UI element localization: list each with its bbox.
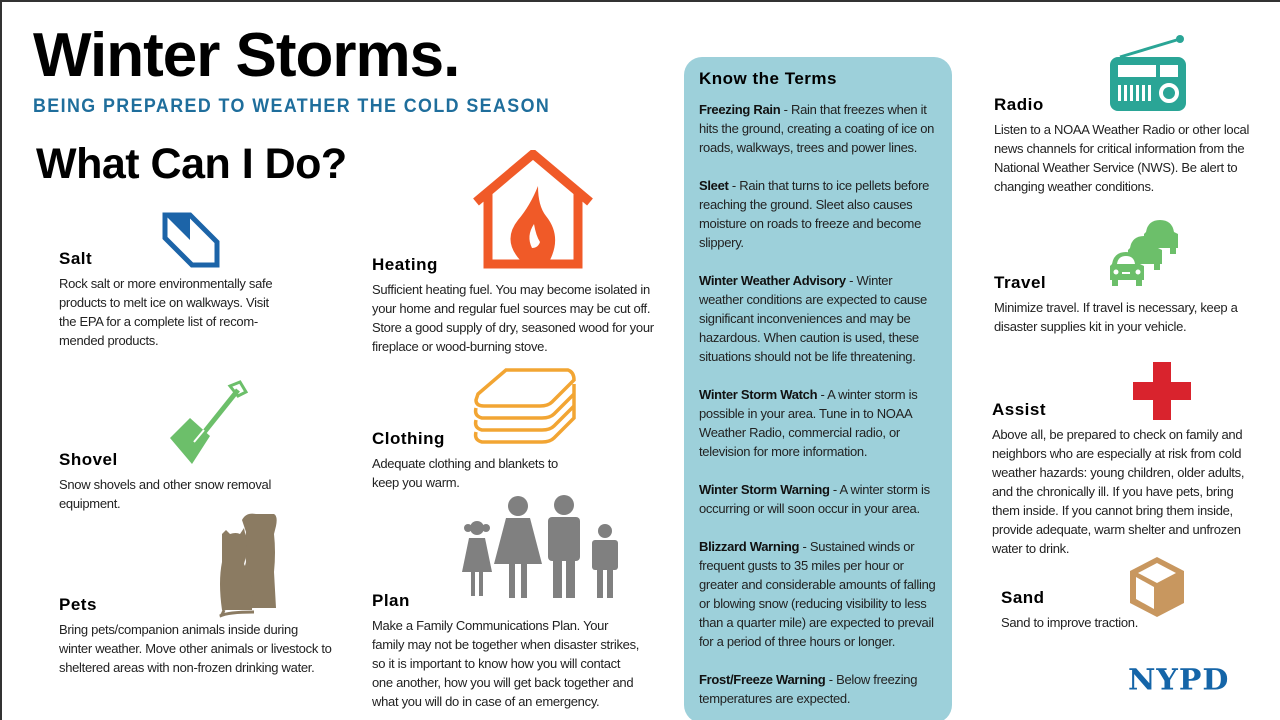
heating-section [372, 255, 657, 356]
radio-section [994, 95, 1274, 196]
salt-section [59, 249, 289, 350]
pets-title: Pets [59, 595, 97, 614]
term-label: Frost/Freeze Warning [699, 672, 826, 687]
shovel-title: Shovel [59, 450, 118, 469]
terms-title: Know the Terms [699, 69, 837, 88]
term-label: Winter Storm Watch [699, 387, 818, 402]
term-definition: - A winter storm is occurring or will soon occur in your area. [699, 482, 930, 516]
sand-section [1001, 588, 1201, 632]
term-label: Blizzard Warning [699, 539, 800, 554]
pets-text: Bring pets/companion animals inside during winter weather. Move other animals or livestock to sheltered areas with non-frozen drinking water. [59, 622, 332, 675]
plan-section [372, 591, 662, 711]
page-subtitle: BEING PREPARED TO WEATHER THE COLD SEASON [33, 96, 551, 117]
sand-text: Sand to improve traction. [1001, 615, 1139, 630]
term-definition: - Below freezing temperatures are expected. [699, 672, 918, 706]
term-definition: - Rain that turns to ice pellets before reaching the ground. Sleet also causes moisture on roads to freeze and become slippery. [699, 178, 930, 250]
term-definition: - Rain that freezes when it hits the ground, creating a coating of ice on roads, walkways, trees and power lines. [699, 102, 935, 155]
term-winter-weather-advisory [699, 271, 937, 366]
term-winter-storm-watch [699, 385, 937, 461]
term-definition: - A winter storm is possible in your area. Tune in to NOAA Weather Radio, commercial radio, or television for more information. [699, 387, 918, 459]
term-sleet [699, 176, 937, 252]
heating-text: Sufficient heating fuel. You may become isolated in your home and regular fuel sources may be cut off. Store a good supply of dry, seasoned wood for your fireplace or wood-burning stove. [372, 282, 654, 354]
term-definition: - Winter weather conditions are expected to cause significant inconveniences and may be hazardous. When caution is used, these situations should not be life threatening. [699, 273, 927, 364]
travel-text: Minimize travel. If travel is necessary, keep a disaster supplies kit in your vehicle. [994, 300, 1238, 334]
term-blizzard-warning [699, 537, 937, 651]
term-label: Sleet [699, 178, 729, 193]
clothing-section [372, 429, 622, 492]
section-title: What Can I Do? [36, 140, 347, 188]
clothing-title: Clothing [372, 429, 445, 448]
term-label: Winter Weather Advisory [699, 273, 846, 288]
assist-text: Above all, be prepared to check on family and neighbors who are especially at risk from cold weather hazards: young children, older adults, and the chronically ill. If you have pets, bring them inside. If you cannot bring them inside, provide adequate, warm shelter and unfrozen water to drink. [992, 427, 1245, 556]
shovel-text: Snow shovels and other snow removal equipment. [59, 477, 272, 511]
assist-title: Assist [992, 400, 1047, 419]
plan-text: Make a Family Communications Plan. Your family may not be together when disaster strikes, so it is important to know how you will contact one another, how you will get back together and what you will do in case of an emergency. [372, 618, 640, 709]
heating-title: Heating [372, 255, 438, 274]
travel-title: Travel [994, 273, 1047, 292]
term-frost-freeze-warning [699, 670, 937, 708]
salt-title: Salt [59, 249, 93, 268]
house-fire-icon [472, 150, 594, 270]
page-title: Winter Storms. [33, 21, 460, 90]
term-label: Winter Storm Warning [699, 482, 830, 497]
pets-section [59, 595, 349, 677]
know-the-terms-panel [684, 57, 952, 720]
nypd-logo: NYPD [1128, 663, 1230, 698]
radio-text: Listen to a NOAA Weather Radio or other local news channels for critical information from the National Weather Service (NWS). Be alert to changing weather conditions. [994, 122, 1250, 194]
salt-text: Rock salt or more environmentally safe products to melt ice on walkways. Visit the EPA for a complete list of recom-mended products. [59, 276, 273, 348]
shovel-section [59, 450, 289, 513]
sand-title: Sand [1001, 588, 1045, 607]
term-freezing-rain [699, 100, 937, 157]
term-label: Freezing Rain [699, 102, 781, 117]
plan-title: Plan [372, 591, 410, 610]
term-winter-storm-warning [699, 480, 937, 518]
radio-title: Radio [994, 95, 1044, 114]
term-definition: - Sustained winds or frequent gusts to 35 miles per hour or greater and considerable amounts of falling or blowing snow (reducing visibility to less than a quarter mile) are expected to prevail for a period of three hours or longer. [699, 539, 936, 649]
clothing-text: Adequate clothing and blankets to keep you warm. [372, 456, 558, 490]
travel-section [994, 273, 1274, 336]
assist-section [992, 400, 1272, 558]
family-icon [460, 494, 622, 600]
